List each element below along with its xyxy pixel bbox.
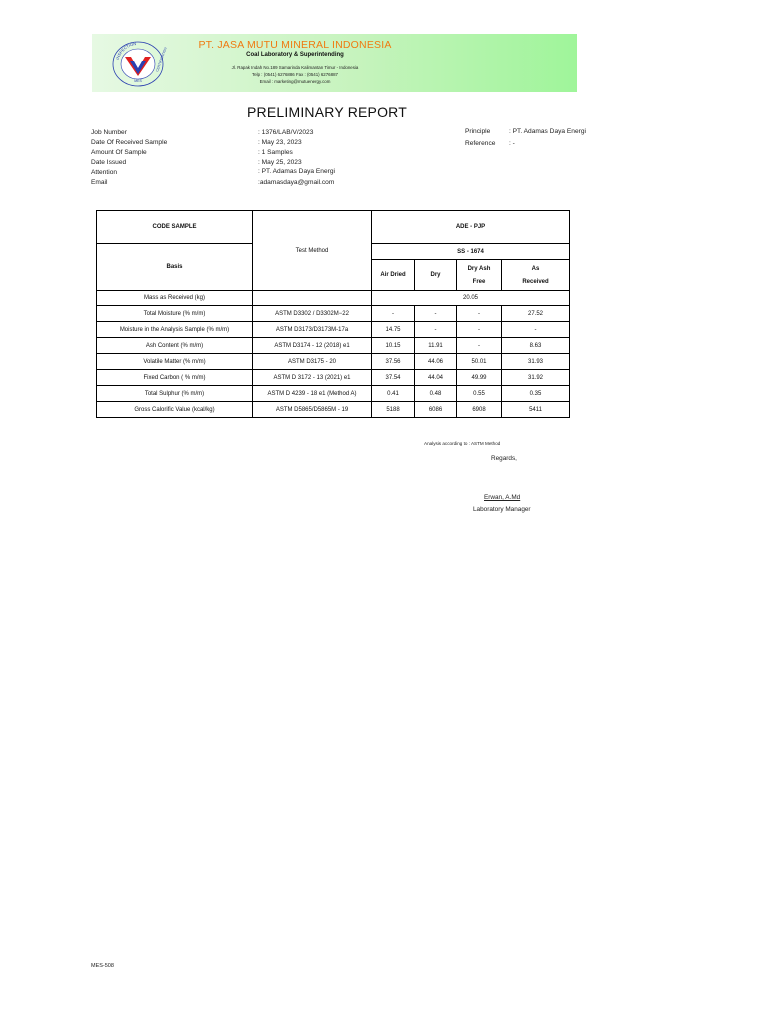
row-as-received: 8.63 [502, 338, 570, 354]
row-dry: 44.04 [415, 370, 457, 386]
as-received-line-2: Received [522, 278, 549, 285]
row-air-dried: 10.15 [372, 338, 415, 354]
info-label-attention: Attention [91, 169, 118, 176]
company-division: Coal Laboratory & Superintending [246, 52, 344, 58]
row-dry: 6086 [415, 402, 457, 418]
row-param: Moisture in the Analysis Sample (% m/m) [97, 322, 253, 338]
info-value-attention: : PT. Adamas Daya Energi [258, 168, 335, 175]
row-param: Gross Calorific Value (kcal/kg) [97, 402, 253, 418]
table-row [97, 322, 570, 338]
row-mass-value: 20.05 [372, 291, 570, 306]
info-value-email: :adamasdaya@gmail.com [258, 179, 335, 186]
table-row [97, 370, 570, 386]
analysis-note: Analysis according to : ASTM Method [424, 441, 501, 446]
test-method-header: Test Method [253, 211, 372, 291]
row-dry-ash-free: 0.55 [457, 386, 502, 402]
row-dry: 44.06 [415, 354, 457, 370]
as-received-header [502, 260, 570, 291]
row-method: ASTM D3174 - 12 (2018) e1 [253, 338, 372, 354]
row-method: ASTM D 3172 - 13 (2021) e1 [253, 370, 372, 386]
dry-ash-free-line-1: Dry Ash [467, 265, 491, 272]
table-row-mass [97, 291, 570, 306]
row-as-received: 27.52 [502, 306, 570, 322]
company-address: Jl. Rapak Indah No.189 Samarinda Kalimantan Timur - Indonesia [231, 65, 359, 70]
row-dry: - [415, 322, 457, 338]
logo-mark-text: MES [134, 79, 142, 83]
row-air-dried: 37.54 [372, 370, 415, 386]
sample-code-header: ADE - PJP [372, 211, 570, 244]
info-label-date-issued: Date Issued [91, 159, 127, 166]
row-as-received: 5411 [502, 402, 570, 418]
company-phone: Telp : (0541) 6276886 Fax : (0541) 6276887 [252, 72, 338, 77]
row-as-received: 0.35 [502, 386, 570, 402]
principal-value: : PT. Adamas Daya Energi [509, 128, 586, 135]
row-as-received: 31.92 [502, 370, 570, 386]
row-dry-ash-free: - [457, 338, 502, 354]
air-dried-header: Air Dried [372, 260, 415, 291]
info-label-date-received: Date Of Received Sample [91, 139, 168, 146]
logo-top-text: INSPECTION [114, 41, 137, 61]
row-method: ASTM D 4239 - 18 e1 (Method A) [253, 386, 372, 402]
info-label-amount: Amount Of Sample [91, 149, 147, 156]
row-air-dried: 14.75 [372, 322, 415, 338]
regards-text: Regards, [491, 455, 517, 462]
results-table [96, 210, 570, 418]
row-dry: 0.48 [415, 386, 457, 402]
info-value-date-issued: : May 25, 2023 [258, 159, 302, 166]
table-row [97, 386, 570, 402]
row-air-dried: - [372, 306, 415, 322]
table-row [97, 338, 570, 354]
row-param: Ash Content (% m/m) [97, 338, 253, 354]
reference-label: Reference [465, 140, 496, 147]
row-as-received: - [502, 322, 570, 338]
row-method: ASTM D3302 / D3302M−22 [253, 306, 372, 322]
row-as-received: 31.93 [502, 354, 570, 370]
dry-ash-free-header [457, 260, 502, 291]
document-id: MES-508 [91, 963, 114, 969]
row-dry-ash-free: 6908 [457, 402, 502, 418]
row-dry-ash-free: - [457, 306, 502, 322]
sample-id-header: SS - 1674 [372, 244, 570, 260]
dry-header: Dry [415, 260, 457, 291]
row-dry-ash-free: 50.01 [457, 354, 502, 370]
code-sample-header: CODE SAMPLE [97, 211, 253, 244]
row-method: ASTM D3175 - 20 [253, 354, 372, 370]
company-name: PT. JASA MUTU MINERAL INDONESIA [198, 39, 392, 51]
as-received-line-1: As [531, 265, 540, 272]
row-param: Total Moisture (% m/m) [97, 306, 253, 322]
info-value-amount: : 1 Samples [258, 149, 293, 156]
company-logo-icon [108, 38, 168, 88]
row-param: Fixed Carbon ( % m/m) [97, 370, 253, 386]
info-value-date-received: : May 23, 2023 [258, 139, 302, 146]
row-method: ASTM D3173/D3173M-17a [253, 322, 372, 338]
logo-right-text: CERTIFICATION [155, 46, 168, 73]
company-email: Email : marketing@mutuenergy.com [259, 79, 331, 84]
row-dry: - [415, 306, 457, 322]
info-label-job-number: Job Number [91, 129, 127, 136]
row-air-dried: 0.41 [372, 386, 415, 402]
row-method: ASTM D5865/D5865M - 19 [253, 402, 372, 418]
signer-name: Erwan, A.Md [484, 494, 521, 501]
table-row [97, 354, 570, 370]
info-label-email: Email [91, 179, 108, 186]
row-air-dried: 5188 [372, 402, 415, 418]
info-value-job-number: : 1376/LAB/V/2023 [258, 129, 314, 136]
row-param: Total Sulphur (% m/m) [97, 386, 253, 402]
row-method [253, 291, 372, 306]
basis-header: Basis [97, 244, 253, 291]
principal-label: Principle [465, 128, 491, 135]
report-title: PRELIMINARY REPORT [247, 104, 407, 120]
table-header-row [97, 211, 570, 244]
table-row [97, 306, 570, 322]
row-param: Mass as Received (kg) [97, 291, 253, 306]
reference-value: : - [509, 140, 515, 147]
dry-ash-free-line-2: Free [472, 278, 486, 285]
table-row [97, 402, 570, 418]
row-air-dried: 37.56 [372, 354, 415, 370]
row-dry-ash-free: 49.99 [457, 370, 502, 386]
signer-position: Laboratory Manager [473, 506, 531, 513]
row-param: Volatile Matter (% m/m) [97, 354, 253, 370]
row-dry: 11.91 [415, 338, 457, 354]
row-dry-ash-free: - [457, 322, 502, 338]
